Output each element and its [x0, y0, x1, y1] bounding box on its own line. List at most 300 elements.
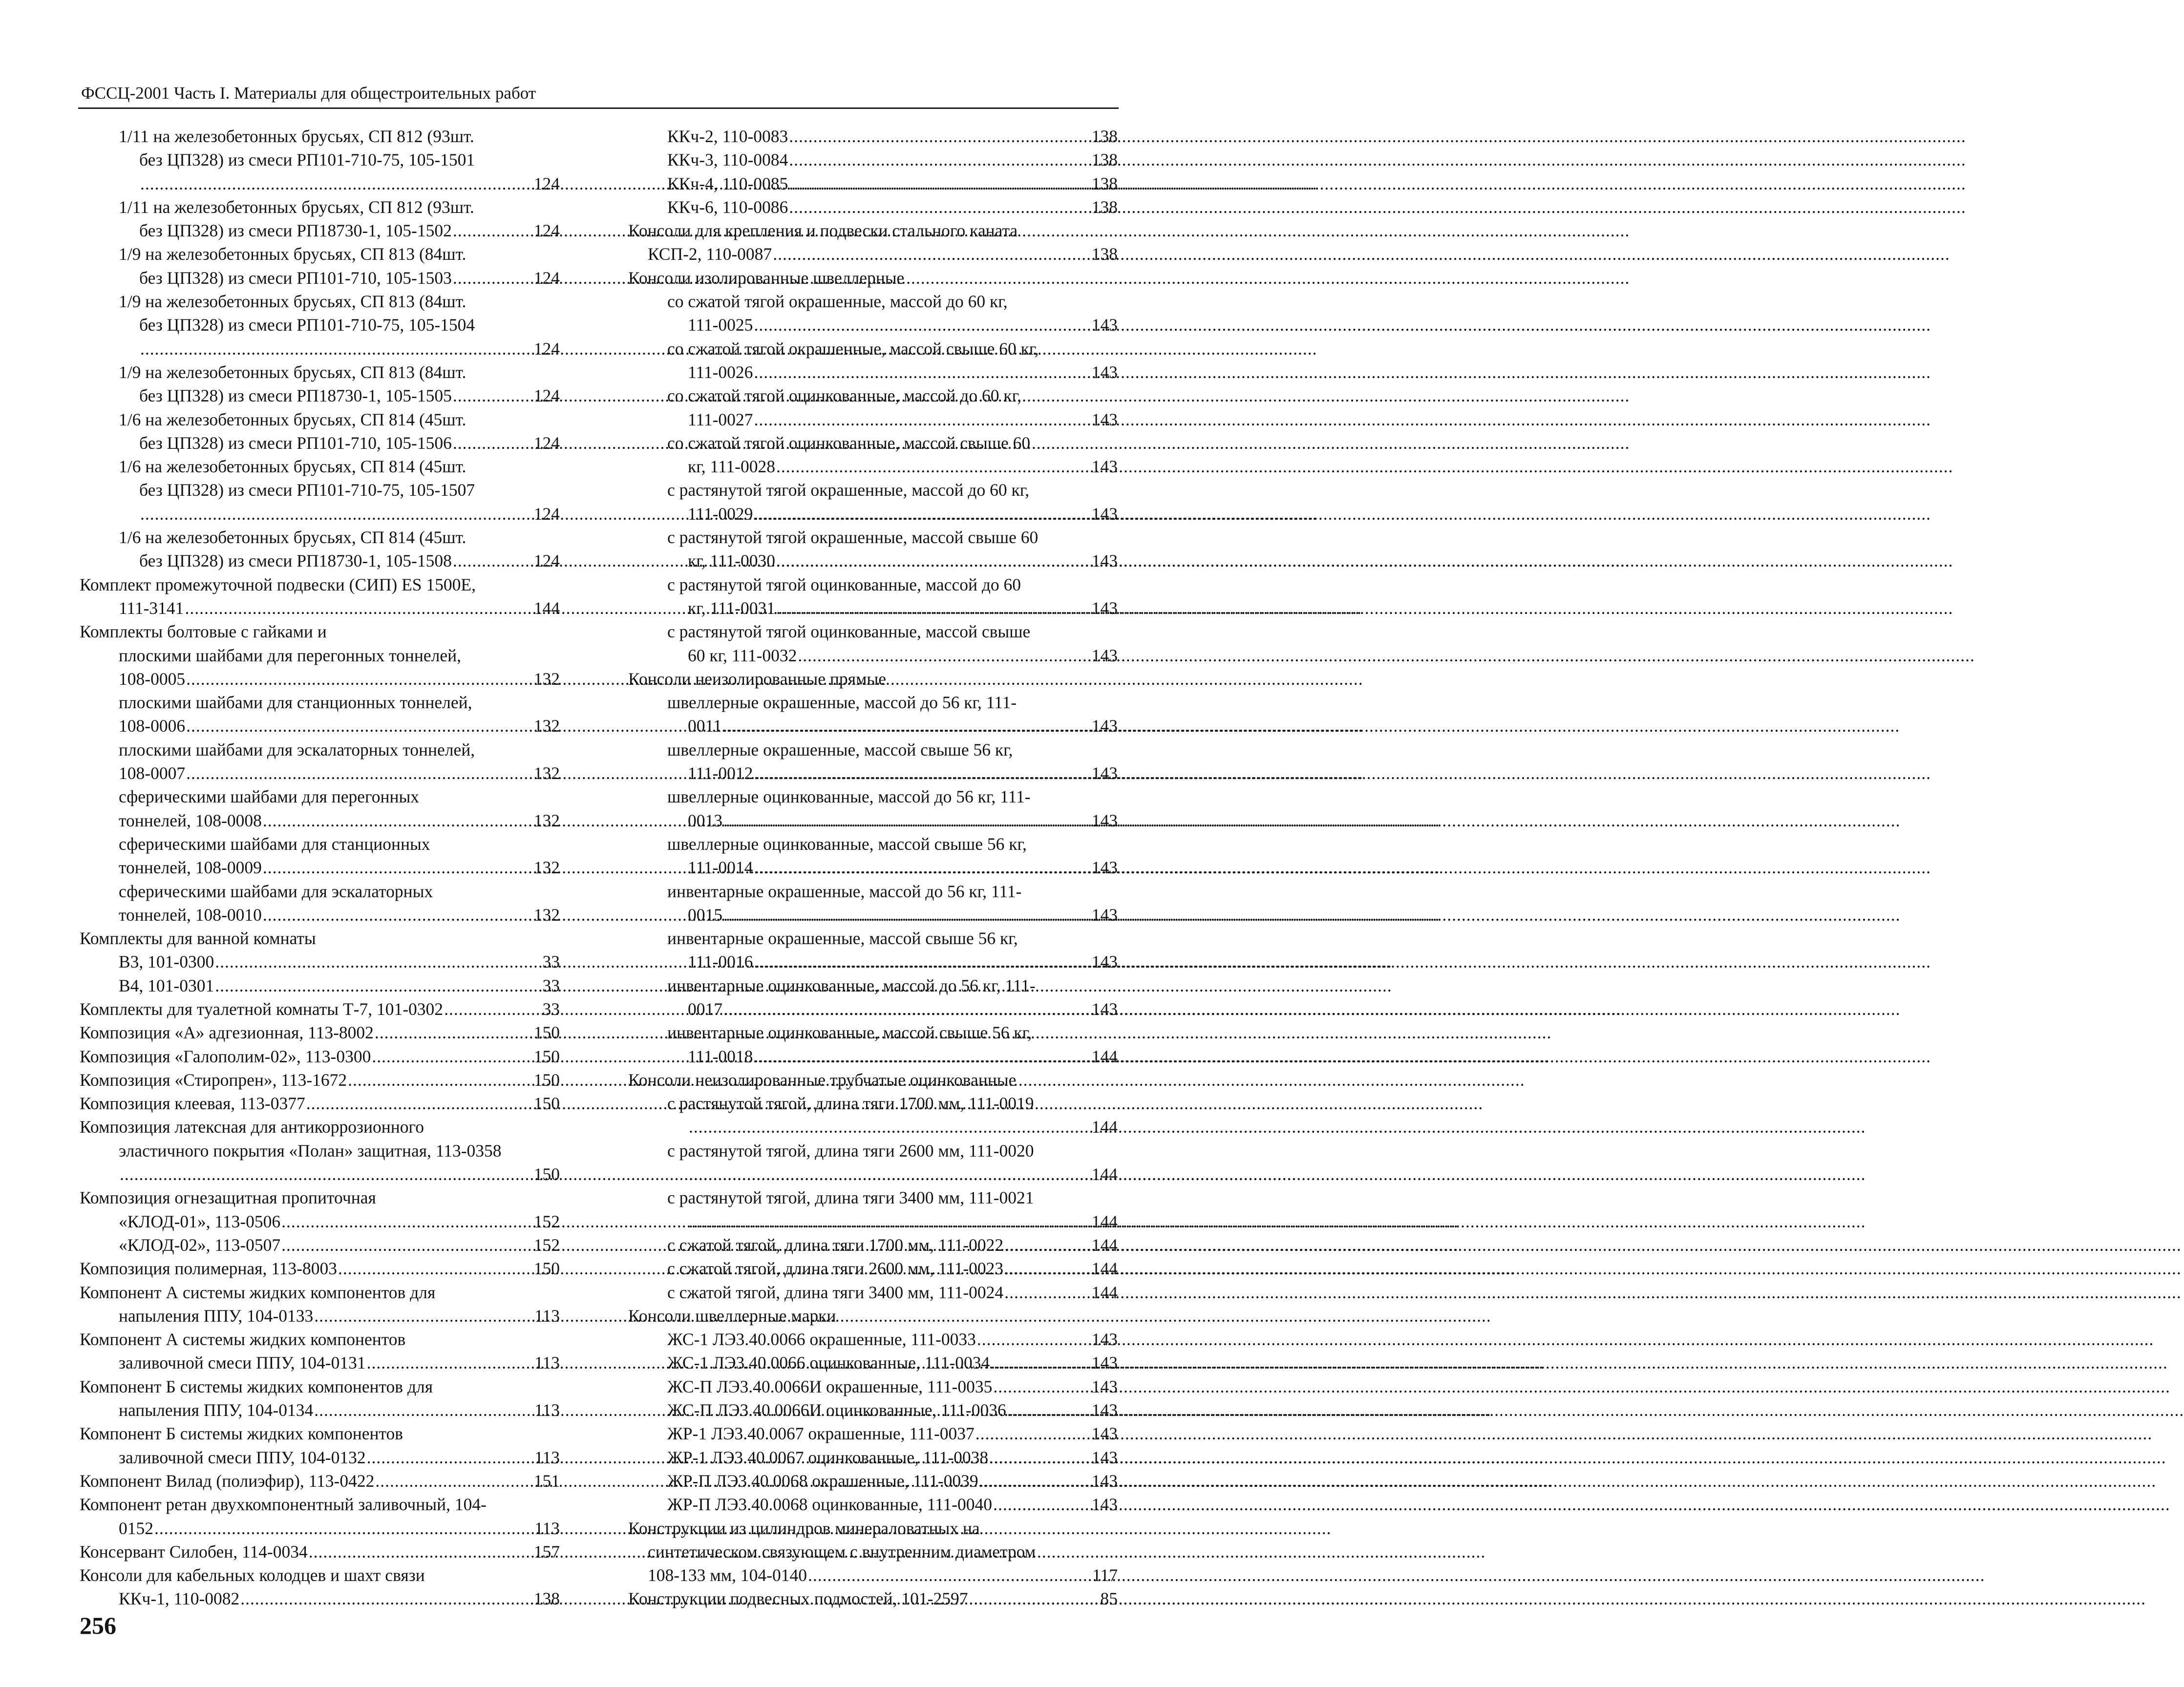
index-entry-text: Композиция огнезащитная пропиточная — [80, 1188, 376, 1208]
index-entry-page: 138 — [1091, 127, 1118, 146]
index-entry — [628, 691, 1118, 714]
index-entry-page: 132 — [533, 669, 560, 689]
index-entry — [80, 785, 560, 808]
dot-leader — [186, 667, 532, 691]
index-entry-page: 151 — [533, 1471, 560, 1491]
index-entry-page: 33 — [542, 999, 560, 1019]
index-entry-page: 157 — [533, 1541, 560, 1561]
index-entry — [628, 1422, 1118, 1445]
index-entry-page: 132 — [533, 810, 560, 830]
dot-leader — [754, 502, 1089, 526]
index-entry-text: плоскими шайбами для эскалаторных тоннелей, — [119, 739, 475, 759]
index-entry-text: 111-0027 — [688, 409, 753, 429]
index-entry — [628, 1563, 1118, 1587]
index-entry-page: 143 — [1091, 1447, 1118, 1467]
index-entry-text: В4, 101-0301 — [119, 975, 214, 995]
index-entry-page: 132 — [533, 858, 560, 878]
index-entry-text: с сжатой тягой, длина тяги 2600 мм, 111-0023 — [667, 1259, 1004, 1279]
index-entry-text: 108-133 мм, 104-0140 — [648, 1565, 807, 1585]
index-entry-text: «КЛОД-01», 113-0506 — [119, 1211, 281, 1231]
index-entry-page: 143 — [1091, 1424, 1118, 1444]
index-entry — [80, 880, 560, 903]
index-entry — [628, 1281, 1118, 1304]
index-entry-text: Конструкции подвесных подмостей, 101-2597 — [628, 1589, 968, 1609]
index-entry-text: 111-0025 — [688, 315, 753, 335]
index-entry — [628, 502, 1118, 526]
index-entry — [628, 667, 1118, 691]
index-entry — [628, 809, 1118, 832]
index-entry-text: 0017 — [688, 999, 722, 1019]
index-entry-text: ЖР-1 ЛЭ3.40.0067 окрашенные, 111-0037 — [667, 1424, 975, 1444]
dot-leader — [754, 856, 1089, 879]
index-entry — [628, 785, 1118, 808]
index-entry — [80, 1257, 560, 1280]
index-entry-page: 143 — [1091, 810, 1118, 830]
index-entry — [80, 337, 560, 360]
index-entry — [628, 1446, 1118, 1469]
index-entry — [80, 856, 560, 879]
index-entry-text: сферическими шайбами для перегонных — [119, 787, 420, 807]
index-entry — [628, 1021, 1118, 1044]
dot-leader — [240, 1587, 531, 1610]
index-entry-page: 85 — [1100, 1589, 1118, 1609]
index-entry — [80, 1021, 560, 1044]
dot-leader — [754, 1045, 1089, 1068]
index-entry-page: 124 — [533, 268, 560, 288]
dot-leader — [977, 1328, 1090, 1351]
dot-leader — [120, 1162, 532, 1186]
index-entry-page: 143 — [1091, 858, 1118, 878]
dot-leader — [186, 761, 532, 785]
index-entry-text: инвентарные оцинкованные, массой свыше 56 кг, — [667, 1023, 1032, 1043]
index-entry — [80, 1162, 560, 1186]
index-entry-page: 143 — [1091, 362, 1118, 382]
dot-leader — [372, 1045, 531, 1068]
dot-leader — [723, 809, 1090, 832]
index-entry-text: 108-0007 — [119, 763, 186, 783]
index-entry-text: Композиция латексная для антикоррозионного — [80, 1117, 424, 1137]
index-entry-text: 1/9 на железобетонных брусьях, СП 813 (84шт. — [119, 362, 466, 382]
index-entry-text: эластичного покрытия «Полан» защитная, 113-0358 — [119, 1140, 502, 1160]
index-entry-text: 111-0012 — [688, 763, 753, 783]
index-entry-page: 144 — [1091, 1211, 1118, 1231]
index-entry-page: 143 — [1091, 598, 1118, 618]
index-entry-page: 113 — [534, 1400, 560, 1420]
index-entry-text: 1/11 на железобетонных брусьях, СП 812 (93шт. — [119, 127, 474, 146]
index-entry-text: инвентарные оцинкованные, массой до 56 кг, 111- — [667, 975, 1036, 995]
index-entry — [80, 714, 560, 738]
index-entry-text: ЖС-П ЛЭ3.40.0066И оцинкованные, 111-0036 — [667, 1400, 1006, 1420]
index-entry-text: Консоли для крепления и подвески стального каната — [628, 221, 1018, 241]
index-entry — [80, 1422, 560, 1445]
index-entry-text: 0015 — [688, 905, 722, 925]
index-entry-page: 124 — [533, 173, 560, 193]
index-entry-page: 143 — [1091, 504, 1118, 524]
index-entry-page: 143 — [1091, 315, 1118, 335]
dot-leader — [689, 1162, 1090, 1186]
index-entry-text: Комплекты для туалетной комнаты Т-7, 101-0302 — [80, 999, 444, 1019]
index-entry — [80, 431, 560, 455]
dot-leader — [993, 1493, 1090, 1516]
index-entry — [628, 714, 1118, 738]
index-entry — [80, 832, 560, 856]
index-entry-text: Комплект промежуточной подвески (СИП) ES 1500E, — [80, 574, 476, 594]
index-entry-text: со сжатой тягой окрашенные, массой свыше 60 кг, — [667, 338, 1039, 358]
index-entry-text: Консоли неизолированные прямые — [628, 669, 887, 689]
index-entry — [80, 1281, 560, 1304]
index-entry — [628, 1398, 1118, 1422]
dot-leader — [309, 1540, 532, 1563]
index-entry — [80, 266, 560, 290]
index-entry-page: 144 — [533, 598, 560, 618]
index-entry-text: синтетическом связующем с внутренним диаметром — [648, 1541, 1036, 1561]
index-entry-page: 132 — [533, 763, 560, 783]
index-entry-page: 143 — [1091, 1400, 1118, 1420]
index-entry-text: Компонент Б системы жидких компонентов — [80, 1424, 403, 1444]
index-entry-page: 113 — [534, 1447, 560, 1467]
index-entry-text: Компонент Б системы жидких компонентов для — [80, 1376, 433, 1396]
index-entry — [628, 1068, 1118, 1092]
index-entry-page: 143 — [1091, 952, 1118, 972]
dot-leader — [453, 266, 532, 290]
index-entry — [80, 1493, 560, 1516]
index-entry-text: кг, 111-0031 — [688, 598, 775, 618]
index-entry — [80, 478, 560, 502]
index-entry-text: ККч-2, 110-0083 — [667, 127, 788, 146]
index-entry-text: с растянутой тягой окрашенные, массой до 60 кг, — [667, 480, 1030, 500]
index-entry — [628, 1375, 1118, 1398]
index-entry-text: заливочной смеси ППУ, 104-0132 — [119, 1447, 366, 1467]
index-entry — [628, 408, 1118, 431]
index-entry-text: 1/9 на железобетонных брусьях, СП 813 (84шт. — [119, 244, 466, 264]
index-entry — [628, 1162, 1118, 1186]
index-entry — [628, 313, 1118, 337]
dot-leader — [789, 148, 1089, 171]
index-entry — [628, 1517, 1118, 1540]
index-entry-text: швеллерные окрашенные, массой свыше 56 кг, — [667, 739, 1013, 759]
index-entry — [80, 1517, 560, 1540]
index-entry-text: 0152 — [119, 1518, 153, 1538]
index-entry-text: тоннелей, 108-0009 — [119, 858, 262, 878]
index-entry-text: тоннелей, 108-0010 — [119, 905, 262, 925]
dot-leader — [338, 1257, 532, 1280]
index-entry-page: 138 — [533, 1589, 560, 1609]
index-entry-text: 108-0005 — [119, 669, 186, 689]
dot-leader — [689, 1210, 1090, 1233]
dot-leader — [215, 974, 540, 997]
index-entry — [628, 927, 1118, 950]
index-entry-text: «КЛОД-02», 113-0507 — [119, 1235, 281, 1255]
index-entry — [80, 1233, 560, 1257]
dot-leader — [754, 761, 1089, 785]
dot-leader — [754, 950, 1089, 973]
index-entry-text: Компонент А системы жидких компонентов — [80, 1329, 406, 1350]
index-entry-text: 111-0018 — [688, 1046, 753, 1066]
index-entry-text: ККч-4, 110-0085 — [667, 173, 788, 193]
dot-leader — [979, 1469, 1090, 1493]
index-entry-text: Консоли изолированные швеллерные — [628, 268, 905, 288]
index-entry-text: 111-3141 — [119, 598, 184, 618]
index-entry — [80, 290, 560, 313]
header-title: ФССЦ-2001 Часть I. Материалы для общестроительных работ — [81, 84, 536, 103]
dot-leader — [375, 1021, 532, 1044]
index-entry — [628, 1115, 1118, 1139]
index-entry-page: 138 — [1091, 173, 1118, 193]
index-entry-page: 150 — [533, 1070, 560, 1090]
index-entry-page: 143 — [1091, 1329, 1118, 1350]
index-entry-page: 138 — [1091, 150, 1118, 170]
index-entry — [80, 1115, 560, 1139]
index-entry-text: ЖС-П ЛЭ3.40.0066И окрашенные, 111-0035 — [667, 1376, 993, 1396]
index-entry — [628, 1092, 1118, 1115]
index-entry-page: 132 — [533, 716, 560, 736]
index-entry-text: Композиция «А» адгезионная, 113-8002 — [80, 1023, 374, 1043]
index-entry-text: заливочной смеси ППУ, 104-0131 — [119, 1353, 366, 1373]
index-column-left — [80, 125, 560, 1611]
index-entry — [80, 1540, 560, 1563]
index-entry — [80, 667, 560, 691]
index-entry-text: плоскими шайбами для станционных тоннелей, — [119, 693, 472, 713]
index-entry-text: с сжатой тягой, длина тяги 1700 мм, 111-0022 — [667, 1235, 1004, 1255]
index-entry — [628, 384, 1118, 407]
index-entry — [80, 1304, 560, 1328]
index-entry — [80, 927, 560, 950]
dot-leader — [1007, 1398, 1090, 1422]
dot-leader — [140, 172, 532, 195]
index-entry-page: 144 — [1091, 1117, 1118, 1137]
index-entry-page: 124 — [533, 386, 560, 406]
index-entry-page: 124 — [533, 338, 560, 358]
index-entry — [80, 526, 560, 549]
index-entry — [80, 172, 560, 195]
index-entry-page: 150 — [533, 1259, 560, 1279]
index-entry — [80, 974, 560, 997]
index-entry-text: Комплекты болтовые с гайками и — [80, 622, 327, 642]
index-entry — [628, 219, 1118, 242]
index-entry — [80, 408, 560, 431]
index-column-right — [628, 125, 1118, 1611]
dot-leader — [723, 997, 1090, 1021]
dot-leader — [789, 195, 1089, 219]
index-entry-page: 124 — [533, 221, 560, 241]
index-entry — [628, 903, 1118, 927]
index-entry — [628, 1210, 1118, 1233]
index-entry — [80, 125, 560, 148]
dot-leader — [375, 1469, 531, 1493]
index-entry — [628, 455, 1118, 478]
index-entry — [80, 1045, 560, 1068]
index-entry — [628, 1186, 1118, 1209]
dot-leader — [140, 502, 532, 526]
dot-leader — [975, 1422, 1090, 1445]
index-entry-text: с растянутой тягой окрашенные, массой свыше 60 — [667, 527, 1039, 548]
index-entry-text: ЖР-П ЛЭ3.40.0068 оцинкованные, 111-0040 — [667, 1495, 993, 1515]
index-entry-page: 144 — [1091, 1046, 1118, 1066]
dot-leader — [453, 384, 532, 407]
index-entry — [80, 644, 560, 667]
index-entry-page: 144 — [1091, 1259, 1118, 1279]
index-entry-text: швеллерные оцинкованные, массой до 56 кг, 111- — [667, 787, 1031, 807]
index-entry — [80, 1351, 560, 1374]
index-entry — [80, 1186, 560, 1209]
index-entry-text: с растянутой тягой, длина тяги 3400 мм, 111-0021 — [667, 1188, 1034, 1208]
index-entry — [80, 1563, 560, 1587]
index-entry-text: Консервант Силобен, 114-0034 — [80, 1541, 308, 1561]
index-entry-text: сферическими шайбами для станционных — [119, 834, 430, 854]
index-entry — [80, 148, 560, 171]
index-entry — [628, 1257, 1118, 1280]
index-entry-text: 0013 — [688, 810, 722, 830]
dot-leader — [306, 1092, 532, 1115]
index-entry-text: ККч-3, 110-0084 — [667, 150, 788, 170]
index-entry-text: без ЦП328) из смеси РП18730-1, 105-1502 — [139, 221, 452, 241]
index-entry — [628, 950, 1118, 973]
index-entry-page: 150 — [533, 1094, 560, 1114]
index-entry-text: тоннелей, 108-0008 — [119, 810, 262, 830]
index-entry-text: без ЦП328) из смеси РП101-710, 105-1503 — [139, 268, 452, 288]
index-entry-page: 113 — [534, 1518, 560, 1538]
index-entry — [628, 1328, 1118, 1351]
dot-leader — [314, 1304, 532, 1328]
index-entry-text: 1/6 на железобетонных брусьях, СП 814 (45шт. — [119, 409, 466, 429]
index-entry-page: 33 — [542, 952, 560, 972]
index-entry-text: ЖС-1 ЛЭ3.40.0066 окрашенные, 111-0033 — [667, 1329, 976, 1350]
index-entry-text: без ЦП328) из смеси РП101-710-75, 105-1501 — [139, 150, 475, 170]
dot-leader — [154, 1517, 532, 1540]
index-entry-text: швеллерные окрашенные, массой до 56 кг, 111- — [667, 693, 1017, 713]
index-entry — [80, 573, 560, 596]
index-entry — [628, 172, 1118, 195]
index-entry-text: 111-0026 — [688, 362, 753, 382]
dot-leader — [776, 549, 1090, 572]
index-entry-text: без ЦП328) из смеси РП18730-1, 105-1505 — [139, 386, 452, 406]
index-entry-page: 150 — [533, 1046, 560, 1066]
index-entry-text: 111-0029 — [688, 504, 753, 524]
index-entry — [80, 1139, 560, 1162]
index-entry-page: 152 — [533, 1235, 560, 1255]
index-entry — [80, 384, 560, 407]
dot-leader — [185, 596, 531, 620]
index-entry — [80, 691, 560, 714]
index-entry-page: 143 — [1091, 999, 1118, 1019]
index-entry — [628, 1045, 1118, 1068]
index-entry-text: плоскими шайбами для перегонных тоннелей, — [119, 645, 461, 665]
index-entry — [80, 549, 560, 572]
index-entry-page: 143 — [1091, 1495, 1118, 1515]
index-entry-page: 132 — [533, 905, 560, 925]
dot-leader — [453, 431, 532, 455]
index-entry — [628, 242, 1118, 266]
index-entry — [80, 1469, 560, 1493]
index-entry — [80, 1446, 560, 1469]
index-entry-page: 124 — [533, 504, 560, 524]
index-entry — [628, 1469, 1118, 1493]
index-entry — [628, 974, 1118, 997]
index-entry-text: 1/6 на железобетонных брусьях, СП 814 (45шт. — [119, 527, 466, 548]
dot-leader — [789, 125, 1089, 148]
dot-leader — [281, 1233, 532, 1257]
index-entry — [80, 219, 560, 242]
dot-leader — [186, 714, 532, 738]
index-entry-page: 113 — [534, 1306, 560, 1326]
index-entry-text: Комплекты для ванной комнаты — [80, 928, 316, 949]
dot-leader — [1004, 1281, 1090, 1304]
index-entry-page: 144 — [1091, 1164, 1118, 1184]
index-entry-text: напыления ППУ, 104-0134 — [119, 1400, 314, 1420]
index-entry — [80, 620, 560, 643]
index-entry-text: с сжатой тягой, длина тяги 3400 мм, 111-0024 — [667, 1282, 1004, 1302]
index-entry — [80, 596, 560, 620]
index-entry — [80, 1375, 560, 1398]
index-entry — [628, 290, 1118, 313]
index-entry-text: с растянутой тягой, длина тяги 1700 мм, 111-0019 — [667, 1094, 1034, 1114]
index-entry-text: без ЦП328) из смеси РП101-710-75, 105-1504 — [139, 315, 475, 335]
dot-leader — [453, 219, 532, 242]
index-entry-text: напыления ППУ, 104-0133 — [119, 1306, 314, 1326]
dot-leader — [263, 856, 532, 879]
index-entry — [80, 313, 560, 337]
index-entry-text: ККч-1, 110-0082 — [119, 1589, 240, 1609]
index-entry-page: 143 — [1091, 409, 1118, 429]
index-entry-text: швеллерные оцинкованные, массой свыше 56 кг, — [667, 834, 1027, 854]
index-entry-text: Композиция полимерная, 113-8003 — [80, 1259, 337, 1279]
index-entry — [628, 195, 1118, 219]
index-entry-page: 150 — [533, 1164, 560, 1184]
index-entry-text: Композиция «Галополим-02», 113-0300 — [80, 1046, 371, 1066]
index-entry — [628, 431, 1118, 455]
index-entry-text: 1/11 на железобетонных брусьях, СП 812 (93шт. — [119, 197, 474, 217]
index-entry-page: 144 — [1091, 1282, 1118, 1302]
index-entry-text: Композиция клеевая, 113-0377 — [80, 1094, 305, 1114]
index-entry-text: сферическими шайбами для эскалаторных — [119, 881, 433, 901]
index-entry — [80, 502, 560, 526]
index-entry — [80, 1328, 560, 1351]
index-entry-text: без ЦП328) из смеси РП101-710, 105-1506 — [139, 433, 452, 453]
index-entry — [628, 478, 1118, 502]
index-entry-text: 60 кг, 111-0032 — [688, 645, 797, 665]
index-entry — [628, 125, 1118, 148]
index-entry — [80, 997, 560, 1021]
index-entry — [628, 1493, 1118, 1516]
dot-leader — [723, 714, 1090, 738]
index-entry — [628, 761, 1118, 785]
dot-leader — [991, 1351, 1090, 1374]
index-entry-text: КСП-2, 110-0087 — [648, 244, 772, 264]
index-entry-text: ЖР-П ЛЭ3.40.0068 окрашенные, 111-0039 — [667, 1471, 978, 1491]
index-entry — [628, 856, 1118, 879]
index-entry-page: 138 — [1091, 197, 1118, 217]
index-entry-text: с растянутой тягой оцинкованные, массой до 60 — [667, 574, 1021, 594]
dot-leader — [969, 1587, 1098, 1610]
index-entry-text: 1/9 на железобетонных брусьях, СП 813 (84шт. — [119, 292, 466, 312]
index-entry-text: ККч-6, 110-0086 — [667, 197, 788, 217]
dot-leader — [1004, 1257, 1090, 1280]
index-entry-page: 124 — [533, 433, 560, 453]
index-entry-text: Компонент А системы жидких компонентов для — [80, 1282, 436, 1302]
index-entry — [80, 738, 560, 761]
index-entry — [628, 1540, 1118, 1563]
index-entry — [628, 549, 1118, 572]
index-entry — [80, 1587, 560, 1610]
index-entry — [628, 1587, 1118, 1610]
index-entry-page: 33 — [542, 975, 560, 995]
index-entry-page: 117 — [1092, 1565, 1118, 1585]
index-entry-page: 144 — [1091, 1235, 1118, 1255]
index-entry — [628, 266, 1118, 290]
dot-leader — [215, 950, 540, 973]
index-entry — [628, 738, 1118, 761]
index-entry-text: ЖР-1 ЛЭ3.40.0067 оцинкованные, 111-0038 — [667, 1447, 989, 1467]
